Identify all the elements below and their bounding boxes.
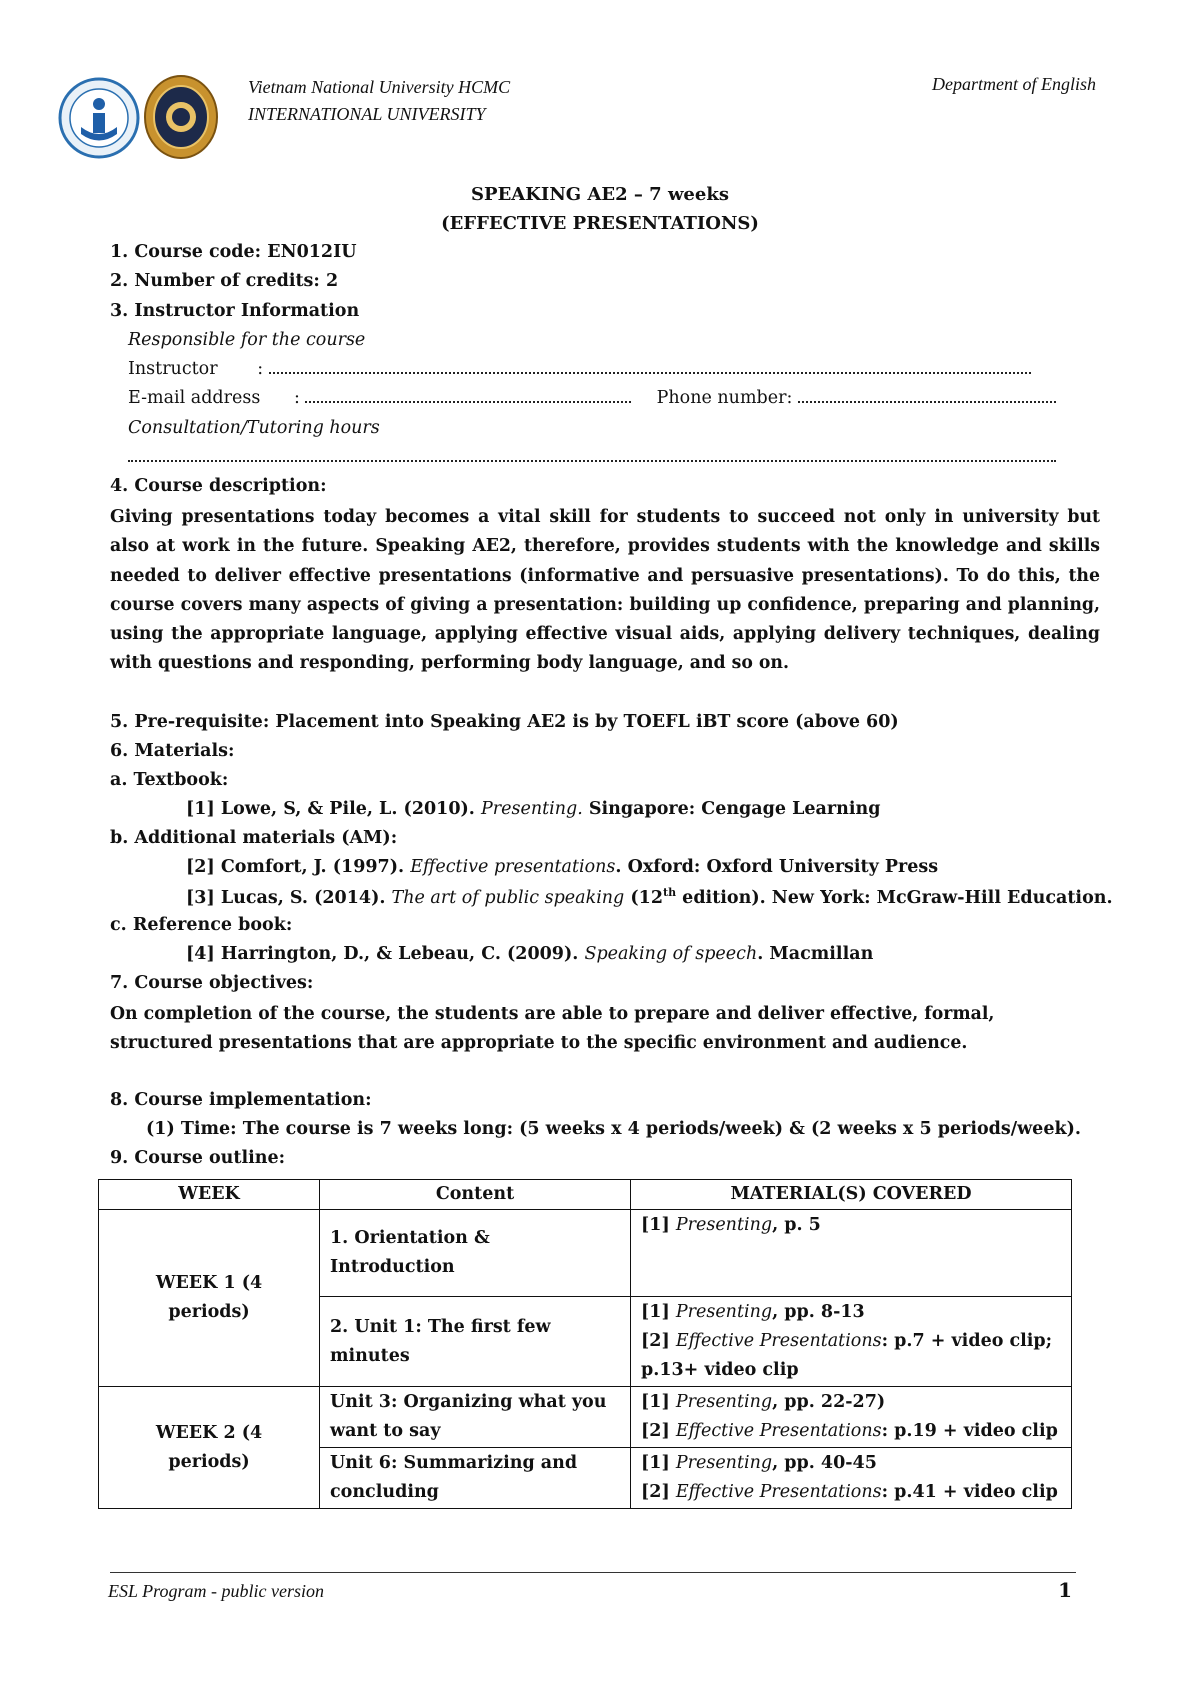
implementation-time: (1) Time: The course is 7 weeks long: (5 weeks x 4 periods/week) & (2 weeks x 5 periods/week). [146,1119,1081,1139]
implementation-heading: 8. Course implementation: [110,1090,372,1110]
consultation-field [128,448,1056,462]
header-materials: MATERIAL(S) COVERED [631,1180,1072,1210]
course-subtitle: (EFFECTIVE PRESENTATIONS) [441,213,759,234]
instructor-info-heading: 3. Instructor Information [110,301,360,321]
page-number: 1 [1058,1578,1072,1602]
course-code: 1. Course code: EN012IU [110,242,357,262]
course-outline-table [98,1179,1072,1509]
department-of-english-logo [143,74,219,160]
week-1-cell: WEEK 1 (4 periods) [99,1210,320,1387]
consultation-row [128,447,1056,467]
international-university-logo [58,77,140,159]
number-of-credits: 2. Number of credits: 2 [110,271,339,291]
email-field [305,389,631,403]
header-university [248,74,510,128]
content-cell: 1. Orientation & Introduction [320,1210,631,1297]
reference-book-heading: c. Reference book: [110,915,293,935]
prerequisite: 5. Pre-requisite: Placement into Speaking AE2 is by TOEFL iBT score (above 60) [110,712,899,732]
footer-program: ESL Program - public version [108,1581,324,1601]
content-cell: 2. Unit 1: The first few minutes [320,1297,631,1387]
course-description: Giving presentations today becomes a vital skill for students to succeed not only in university but also at work in the future. Speaking AE2, therefore, provides students with the knowledge and skills needed to deliver effective presentations (informative and persuasive presentations). To do this, the course covers many aspects of giving a presentation: building up confidence, preparing and planning, using the appropriate language, applying effective visual aids, applying delivery techniques, dealing with questions and responding, performing body language, and so on. [110,507,1100,674]
week-2-cell: WEEK 2 (4 periods) [99,1387,320,1509]
materials-cell: [1] Presenting, pp. 40-45 [2] Effective Presentations: p.41 + video clip [631,1448,1072,1509]
reference-2: [2] Comfort, J. (1997). Effective presentations. Oxford: Oxford University Press [186,857,939,877]
materials-cell: [1] Presenting, pp. 8-13 [2] Effective Presentations: p.7 + video clip; p.13+ video clip [631,1297,1072,1387]
outline-heading: 9. Course outline: [110,1148,286,1168]
materials-cell: [1] Presenting, pp. 22-27) [2] Effective Presentations: p.19 + video clip [631,1387,1072,1448]
instructor-field [269,360,1031,374]
university-subname: INTERNATIONAL UNIVERSITY [248,104,486,124]
reference-4: [4] Harrington, D., & Lebeau, C. (2009). Speaking of speech. Macmillan [186,944,874,964]
footer-divider [110,1572,1076,1573]
consultation-label: Consultation/Tutoring hours [128,418,380,438]
content-cell: Unit 6: Summarizing and concluding [320,1448,631,1509]
responsible-label: Responsible for the course [128,330,366,350]
table-row [99,1210,1072,1297]
table-header-row [99,1180,1072,1210]
contact-row: E-mail address : Phone number: [128,388,1056,408]
header-department: Department of English [932,74,1096,94]
phone-field [798,389,1056,403]
instructor-row: Instructor : [128,359,1031,379]
objectives-heading: 7. Course objectives: [110,973,314,993]
textbook-heading: a. Textbook: [110,770,229,790]
additional-materials-heading: b. Additional materials (AM): [110,828,398,848]
description-heading: 4. Course description: [110,476,327,496]
materials-heading: 6. Materials: [110,741,235,761]
header-content: Content [320,1180,631,1210]
email-label: E-mail address [128,388,261,408]
reference-1: [1] Lowe, S, & Pile, L. (2010). Presenting. Singapore: Cengage Learning [186,799,881,819]
university-name: Vietnam National University HCMC [248,77,511,97]
course-title: SPEAKING AE2 – 7 weeks [471,184,729,205]
header-week: WEEK [99,1180,320,1210]
reference-3: [3] Lucas, S. (2014). The art of public speaking (12th edition). New York: McGraw-Hill Education. [186,886,1113,908]
instructor-label: Instructor [128,359,218,379]
table-row [99,1387,1072,1448]
content-cell: Unit 3: Organizing what you want to say [320,1387,631,1448]
phone-label: Phone number: [656,388,793,408]
course-objectives: On completion of the course, the students are able to prepare and deliver effective, formal, structured presentations that are appropriate to the specific environment and audience. [110,1004,995,1054]
materials-cell: [1] Presenting, p. 5 [631,1210,1072,1297]
